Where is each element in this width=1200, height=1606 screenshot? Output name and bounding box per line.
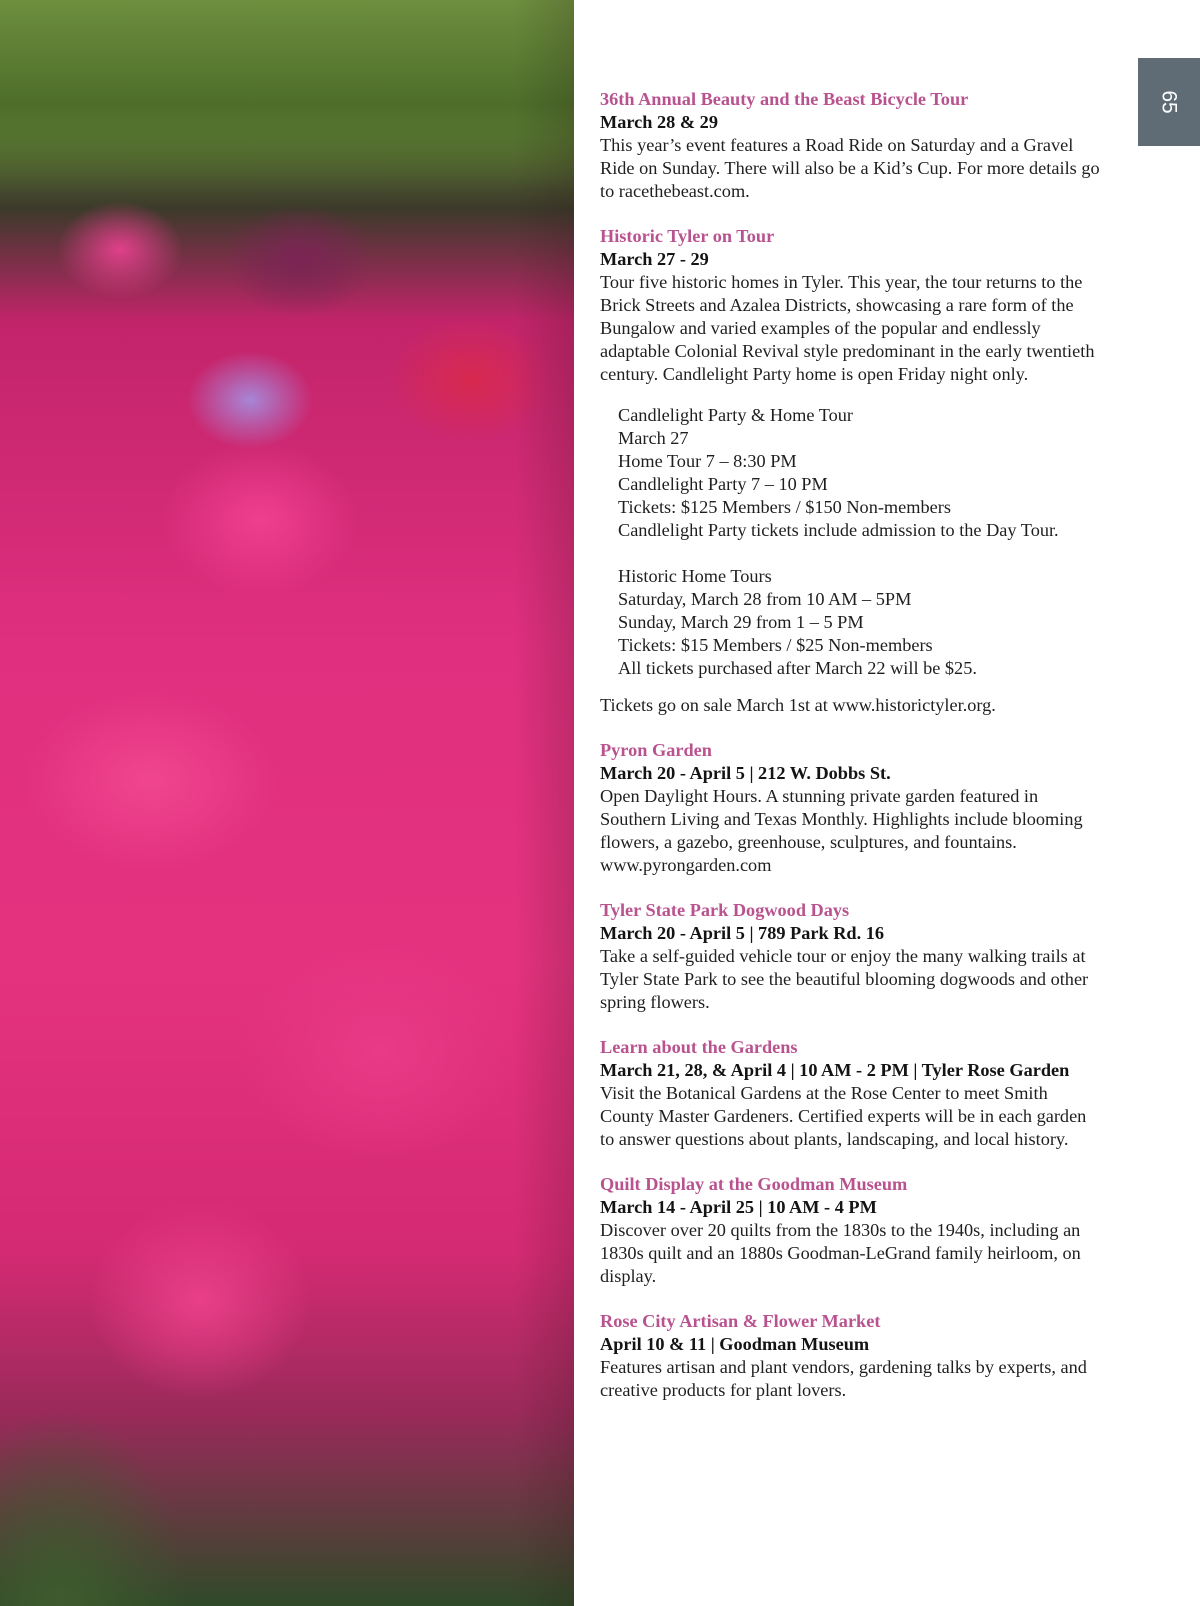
page-number: 65 (1157, 90, 1181, 114)
event-date: March 14 - April 25 | 10 AM - 4 PM (600, 1197, 877, 1217)
detail-line: All tickets purchased after March 22 will be $25. (618, 658, 977, 678)
event-date: March 20 - April 5 | 212 W. Dobbs St. (600, 763, 891, 783)
event-quilt-display (600, 1173, 1100, 1288)
detail-line: Candlelight Party 7 – 10 PM (618, 474, 828, 494)
detail-line: Sunday, March 29 from 1 – 5 PM (618, 612, 864, 632)
detail-line: Candlelight Party tickets include admission to the Day Tour. (618, 520, 1059, 540)
detail-line: Tickets: $125 Members / $150 Non-members (618, 497, 951, 517)
event-title: Rose City Artisan & Flower Market (600, 1311, 881, 1331)
event-description: Discover over 20 quilts from the 1830s to the 1940s, including an 1830s quilt and an 1880s Goodman-LeGrand family heirloom, on display. (600, 1220, 1081, 1286)
event-pyron-garden (600, 739, 1100, 877)
event-description: Features artisan and plant vendors, gardening talks by experts, and creative products for plant lovers. (600, 1357, 1087, 1400)
event-title: Pyron Garden (600, 740, 712, 760)
photo-foliage-top (0, 0, 574, 190)
event-title: Quilt Display at the Goodman Museum (600, 1174, 908, 1194)
home-tours-details (618, 565, 1100, 680)
candlelight-party-details (618, 404, 1100, 542)
ticket-sale-note: Tickets go on sale March 1st at www.historictyler.org. (600, 695, 996, 715)
event-date: April 10 & 11 | Goodman Museum (600, 1334, 870, 1354)
photo-edge-shadow (514, 0, 574, 1606)
event-title: Historic Tyler on Tour (600, 226, 775, 246)
page-number-tab (1138, 58, 1200, 146)
event-dogwood-days (600, 899, 1100, 1014)
detail-line: Tickets: $15 Members / $25 Non-members (618, 635, 933, 655)
event-bicycle-tour (600, 88, 1100, 203)
event-date: March 21, 28, & April 4 | 10 AM - 2 PM | Tyler Rose Garden (600, 1060, 1070, 1080)
event-artisan-market (600, 1310, 1100, 1402)
detail-line: Saturday, March 28 from 10 AM – 5PM (618, 589, 912, 609)
event-description: Tour five historic homes in Tyler. This year, the tour returns to the Brick Streets and Azalea Districts, showcasing a rare form of the Bungalow and varied examples of the popular and endlessly adaptable Colonial Revival style predominant in the early twentieth century. Candlelight Party home is open Friday night only. (600, 272, 1095, 384)
event-date: March 28 & 29 (600, 112, 718, 132)
event-description: Take a self-guided vehicle tour or enjoy the many walking trails at Tyler State Park to see the beautiful blooming dogwoods and other spring flowers. (600, 946, 1089, 1012)
event-title: 36th Annual Beauty and the Beast Bicycle Tour (600, 89, 969, 109)
event-date: March 27 - 29 (600, 249, 709, 269)
events-column (600, 88, 1100, 1424)
azalea-photo (0, 0, 574, 1606)
event-title: Tyler State Park Dogwood Days (600, 900, 850, 920)
event-title: Learn about the Gardens (600, 1037, 798, 1057)
event-historic-tyler (600, 225, 1100, 717)
detail-line: Historic Home Tours (618, 566, 772, 586)
event-description: Visit the Botanical Gardens at the Rose Center to meet Smith County Master Gardeners. Certified experts will be in each garden to answer questions about plants, landscaping, and local history. (600, 1083, 1087, 1149)
event-learn-gardens (600, 1036, 1100, 1151)
event-description: This year’s event features a Road Ride on Saturday and a Gravel Ride on Sunday. There will also be a Kid’s Cup. For more details go to racethebeast.com. (600, 135, 1100, 201)
event-date: March 20 - April 5 | 789 Park Rd. 16 (600, 923, 884, 943)
event-url: www.pyrongarden.com (600, 855, 772, 875)
photo-foliage-bottom (0, 1286, 574, 1606)
detail-line: Home Tour 7 – 8:30 PM (618, 451, 797, 471)
event-description: Open Daylight Hours. A stunning private garden featured in Southern Living and Texas Monthly. Highlights include blooming flowers, a gazebo, greenhouse, sculptures, and fountains. (600, 786, 1083, 852)
detail-line: March 27 (618, 428, 689, 448)
detail-line: Candlelight Party & Home Tour (618, 405, 853, 425)
